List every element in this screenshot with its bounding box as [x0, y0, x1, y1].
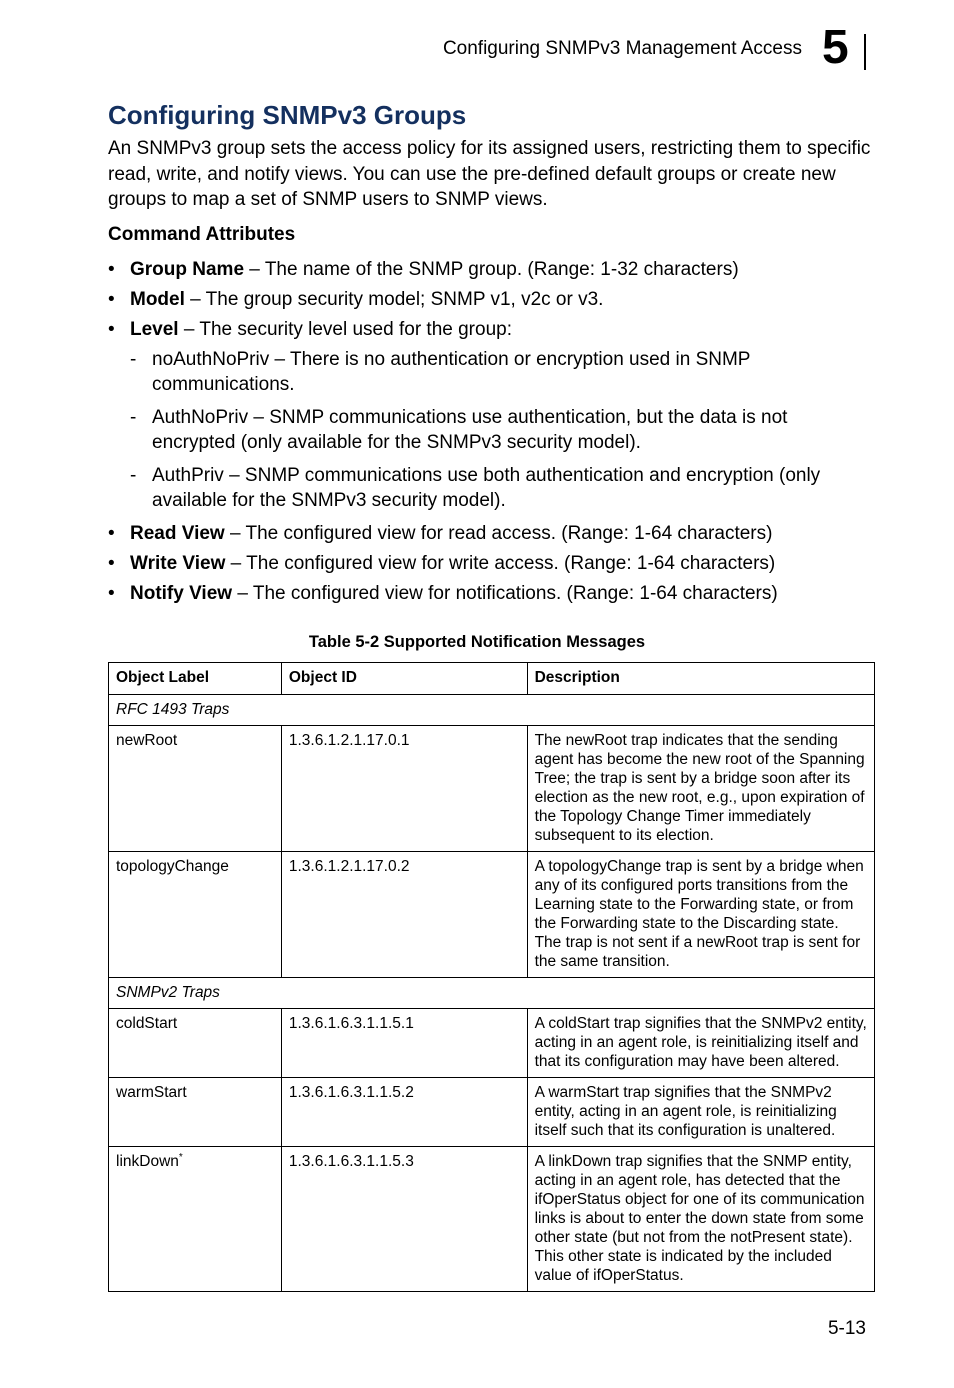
- object-id: 1.3.6.1.2.1.17.0.2: [281, 852, 527, 978]
- dash-glyph: -: [130, 407, 137, 428]
- object-label: topologyChange: [109, 852, 282, 978]
- table-row: [109, 1009, 875, 1078]
- bullet-glyph: •: [108, 583, 115, 604]
- object-label: warmStart: [109, 1078, 282, 1147]
- object-description: A warmStart trap signifies that the SNMPv2 entity, acting in an agent role, is reinitializing itself such that its configuration is unaltered.: [527, 1078, 874, 1147]
- level-option-text: AuthNoPriv – SNMP communications use authentication, but the data is not encrypted (only available for the SNMPv3 security model).: [152, 407, 788, 453]
- column-header: Object ID: [281, 663, 527, 695]
- attribute-term: Level: [130, 319, 179, 340]
- object-description: The newRoot trap indicates that the sending agent has become the new root of the Spanning Tree; the trap is sent by a bridge soon after its election as the new root, e.g., upon expiration of the Topology Change Timer immediately subsequent to its election.: [527, 726, 874, 852]
- attribute-desc: – The configured view for write access. (Range: 1-64 characters): [225, 553, 776, 574]
- level-option-text: noAuthNoPriv – There is no authentication or encryption used in SNMP communications.: [152, 349, 751, 395]
- attribute-desc: – The security level used for the group:: [178, 319, 512, 340]
- table-row: [109, 726, 875, 852]
- chapter-divider: [864, 34, 866, 70]
- dash-glyph: -: [130, 465, 137, 486]
- attribute-term: Notify View: [130, 583, 233, 604]
- object-description: A coldStart trap signifies that the SNMPv2 entity, acting in an agent role, is reinitializing itself and that its configuration may have been altered.: [527, 1009, 874, 1078]
- object-id: 1.3.6.1.6.3.1.1.5.3: [281, 1147, 527, 1292]
- object-id: 1.3.6.1.6.3.1.1.5.1: [281, 1009, 527, 1078]
- table-row: [109, 1147, 875, 1292]
- page-number: 5-13: [827, 1318, 866, 1339]
- object-description: A linkDown trap signifies that the SNMP entity, acting in an agent role, has detected that the ifOperStatus object for one of its communication links is about to enter the down state from some other state (but not from the notPresent state). This other state is indicated by the included value of ifOperStatus.: [527, 1147, 874, 1292]
- column-header: Description: [527, 663, 874, 695]
- table-group-row: [109, 695, 875, 726]
- attribute-desc: – The name of the SNMP group. (Range: 1-32 characters): [244, 259, 739, 280]
- section-intro: An SNMPv3 group sets the access policy for its assigned users, restricting them to specific read, write, and notify views. You can use the pre-defined default groups or create new groups to map a set of SNMP users to SNMP views.: [108, 138, 871, 210]
- running-header-title: Configuring SNMPv3 Management Access: [442, 38, 802, 59]
- table-header-row: [109, 663, 875, 695]
- notification-table: [108, 662, 875, 1292]
- attribute-desc: – The configured view for notifications. (Range: 1-64 characters): [232, 583, 778, 604]
- group-label: SNMPv2 Traps: [109, 978, 875, 1009]
- level-option-text: AuthPriv – SNMP communications use both authentication and encryption (only available for the SNMPv3 security model).: [152, 465, 821, 511]
- table-caption: Table 5-2 Supported Notification Messages: [308, 633, 646, 651]
- column-header: Object Label: [109, 663, 282, 695]
- attribute-term: Read View: [130, 523, 225, 544]
- table-row: [109, 852, 875, 978]
- command-attributes-heading: Command Attributes: [108, 224, 296, 245]
- table-row: [109, 1078, 875, 1147]
- chapter-number: 5: [822, 21, 849, 74]
- section-title: Configuring SNMPv3 Groups: [108, 100, 467, 130]
- dash-glyph: -: [130, 349, 137, 370]
- object-label-cell: [109, 1147, 282, 1292]
- group-label: RFC 1493 Traps: [109, 695, 875, 726]
- object-description: A topologyChange trap is sent by a bridge when any of its configured ports transitions from the Learning state to the Forwarding state, or from the Forwarding state to the Discarding state. The trap is not sent if a newRoot trap is sent for the same transition.: [527, 852, 874, 978]
- object-id: 1.3.6.1.2.1.17.0.1: [281, 726, 527, 852]
- attribute-desc: – The group security model; SNMP v1, v2c or v3.: [184, 289, 604, 310]
- object-id: 1.3.6.1.6.3.1.1.5.2: [281, 1078, 527, 1147]
- bullet-glyph: •: [108, 289, 115, 310]
- bullet-glyph: •: [108, 553, 115, 574]
- object-label: linkDown: [116, 1153, 179, 1170]
- object-label: newRoot: [109, 726, 282, 852]
- table-group-row: [109, 978, 875, 1009]
- attribute-term: Write View: [130, 553, 226, 574]
- attribute-desc: – The configured view for read access. (Range: 1-64 characters): [224, 523, 773, 544]
- attribute-term: Group Name: [130, 259, 245, 280]
- object-label: coldStart: [109, 1009, 282, 1078]
- attribute-term: Model: [130, 289, 185, 310]
- bullet-glyph: •: [108, 319, 115, 340]
- footnote-mark: *: [178, 1151, 183, 1163]
- bullet-glyph: •: [108, 523, 115, 544]
- bullet-glyph: •: [108, 259, 115, 280]
